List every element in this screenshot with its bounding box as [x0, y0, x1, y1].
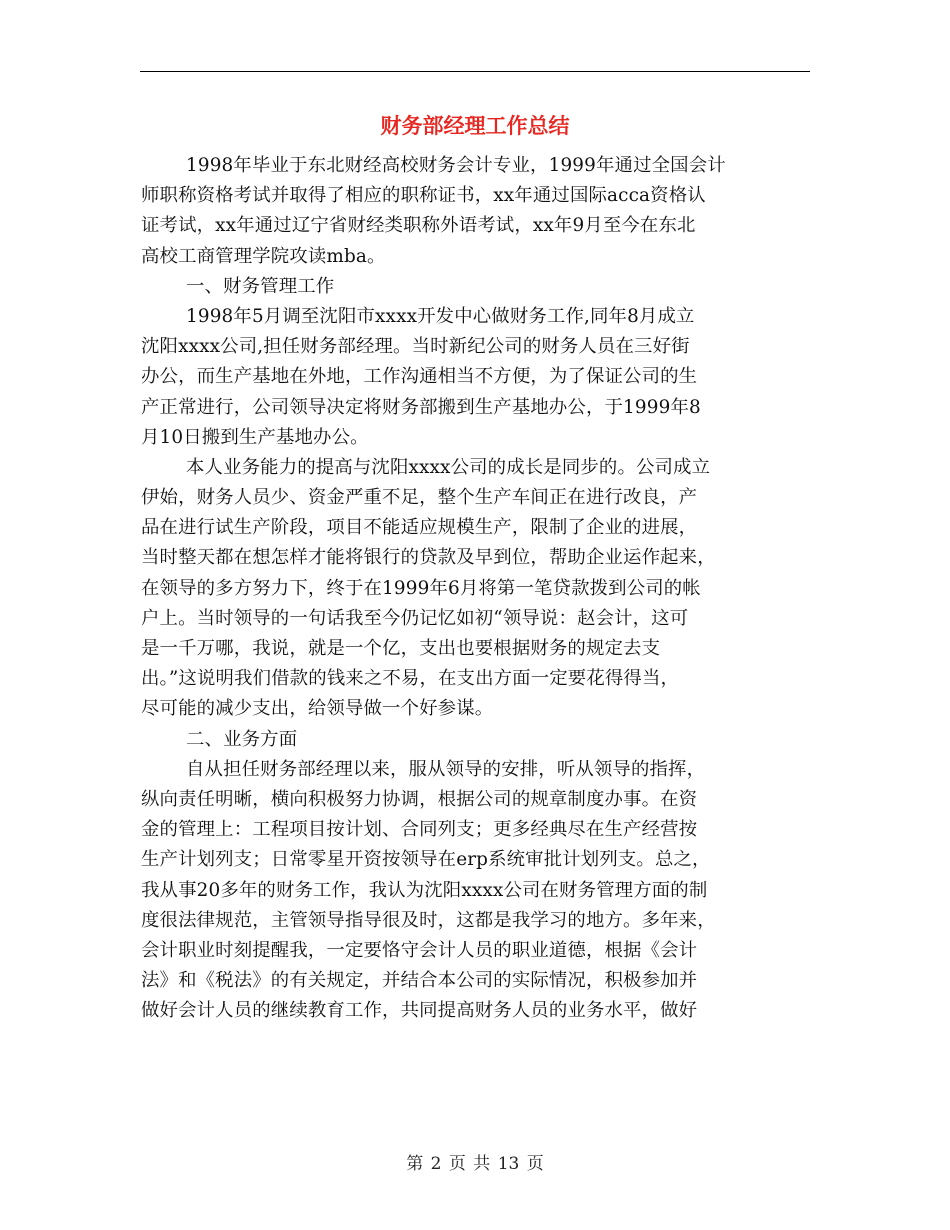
text-line: 品在进行试生产阶段，项目不能适应规模生产，限制了企业的进展，	[141, 517, 698, 539]
text-line: 做好会计人员的继续教育工作，共同提高财务人员的业务水平，做好	[141, 1000, 698, 1022]
header-rule	[140, 71, 810, 72]
text-line: 尽可能的减少支出，给领导做一个好参谋。	[141, 698, 494, 720]
text-line: 一、财务管理工作	[186, 275, 335, 297]
text-line: 高校工商管理学院攻读mba。	[141, 245, 386, 267]
text-line: 我从事20多年的财务工作，我认为沈阳xxxx公司在财务管理方面的制	[141, 879, 708, 901]
text-line: 办公，而生产基地在外地，工作沟通相当不方便，为了保证公司的生	[141, 366, 698, 388]
text-line: 1998年5月调至沈阳市xxxx开发中心做财务工作,同年8月成立	[186, 305, 695, 327]
text-line: 在领导的多方努力下，终于在1999年6月将第一笔贷款拨到公司的帐	[141, 577, 701, 599]
text-line: 产正常进行，公司领导决定将财务部搬到生产基地办公，于1999年8	[141, 396, 701, 418]
text-line: 1998年毕业于东北财经高校财务会计专业，1999年通过全国会计	[186, 155, 726, 176]
text-line: 生产计划列支；日常零星开资按领导在erp系统审批计划列支。总之，	[141, 849, 711, 871]
document-title: 财务部经理工作总结	[380, 113, 570, 138]
text-line: 本人业务能力的提高与沈阳xxxx公司的成长是同步的。公司成立	[186, 456, 711, 478]
text-line: 法》和《税法》的有关规定，并结合本公司的实际情况，积极参加并	[141, 970, 698, 992]
text-line: 会计职业时刻提醒我，一定要恪守会计人员的职业道德，根据《会计	[141, 939, 698, 961]
text-line: 自从担任财务部经理以来，服从领导的安排，听从领导的指挥，	[186, 758, 706, 780]
text-line: 是一千万哪，我说，就是一个亿，支出也要根据财务的规定去支	[141, 638, 661, 659]
text-line: 出。”这说明我们借款的钱来之不易，在支出方面一定要花得得当，	[141, 668, 680, 690]
text-line: 二、业务方面	[186, 728, 298, 750]
page-number: 第 2 页 共 13 页	[406, 1154, 544, 1174]
text-line: 户上。当时领导的一句话我至今仍记忆如初“领导说：赵会计，这可	[141, 607, 689, 629]
text-line: 当时整天都在想怎样才能将银行的贷款及早到位，帮助企业运作起来，	[141, 547, 716, 569]
text-line: 金的管理上：工程项目按计划、合同列支；更多经典尽在生产经营按	[141, 819, 698, 841]
text-line: 纵向责任明晰，横向积极努力协调，根据公司的规章制度办事。在资	[141, 788, 698, 810]
text-line: 师职称资格考试并取得了相应的职称证书，xx年通过国际acca资格认	[141, 185, 706, 207]
text-line: 伊始，财务人员少、资金严重不足，整个生产车间正在进行改良，产	[141, 487, 698, 509]
text-line: 证考试，xx年通过辽宁省财经类职称外语考试，xx年9月至今在东北	[141, 215, 696, 237]
document-body	[141, 151, 812, 1026]
text-line: 沈阳xxxx公司,担任财务部经理。当时新纪公司的财务人员在三好街	[141, 336, 690, 358]
text-line: 月10日搬到生产基地办公。	[141, 426, 369, 448]
text-line: 度很法律规范，主管领导指导很及时，这都是我学习的地方。多年来，	[141, 909, 716, 931]
